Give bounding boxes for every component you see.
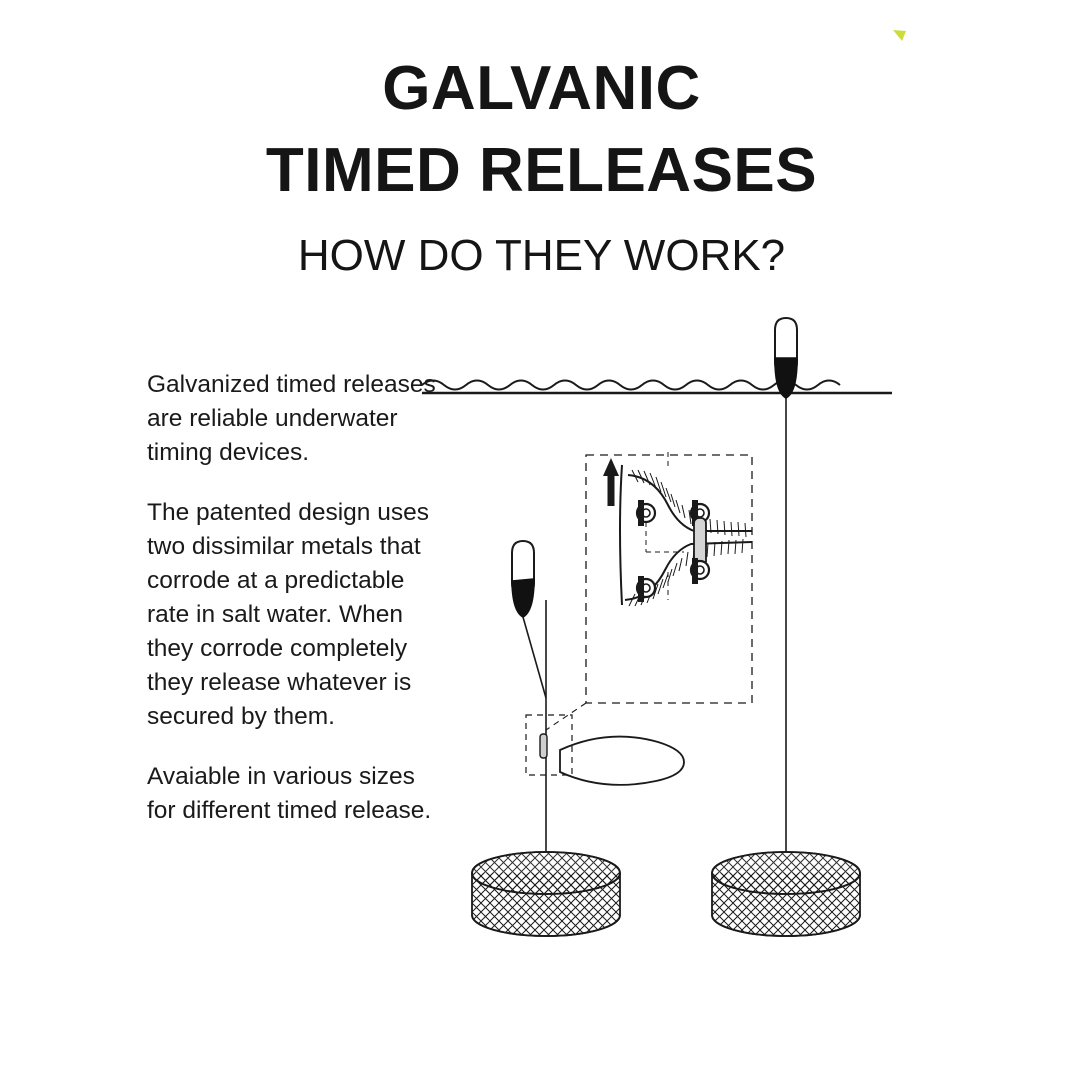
release-direction-arrow <box>603 458 619 506</box>
water-surface-line <box>422 381 892 394</box>
title-line-2: TIMED RELEASES <box>265 136 818 205</box>
yellow-speck-mark <box>893 30 907 44</box>
paragraph-1: Galvanized timed releases are reliable underwater timing devices. <box>147 371 436 466</box>
galvanic-timed-release-illustration <box>400 300 960 980</box>
poster-title-block <box>0 52 1083 282</box>
poster-subtitle: HOW DO THEY WORK? <box>297 231 786 280</box>
right-float-buoy <box>775 318 797 398</box>
corroding-link-lower <box>637 518 709 602</box>
paragraph-2: The patented design uses two dissimilar metals that corrode at a predictable rate in salt water. When they corrode completely they release whatever is secured by them. <box>147 499 429 730</box>
left-mesh-cage-anchor <box>472 852 620 936</box>
right-mesh-cage-anchor <box>712 852 860 936</box>
released-float-shape <box>526 715 684 785</box>
paragraph-3: Avaiable in various sizes for different timed release. <box>147 763 432 824</box>
timed-release-detail-callout <box>603 452 752 606</box>
title-line-1: GALVANIC <box>382 54 701 123</box>
left-float-buoy <box>512 541 546 698</box>
